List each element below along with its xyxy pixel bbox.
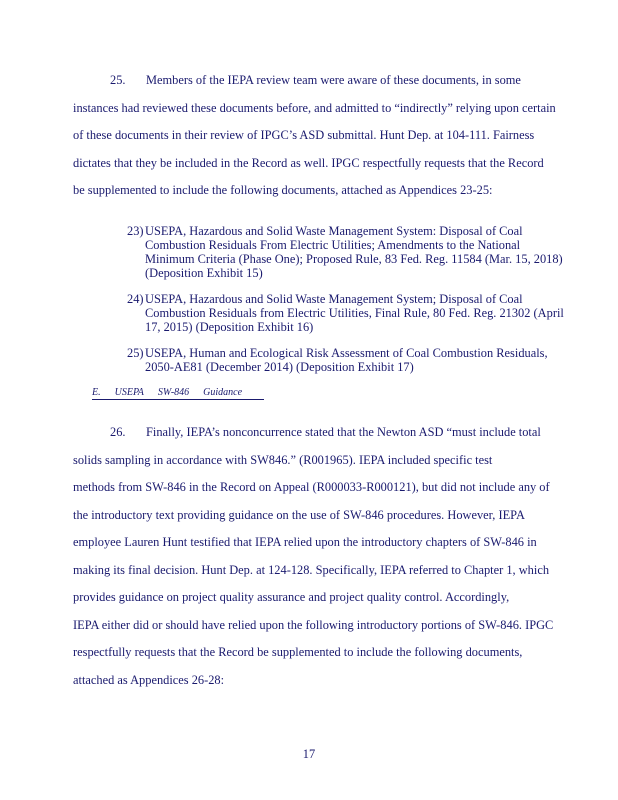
list-item-text: USEPA, Human and Ecological Risk Assessment of Coal Combustion Residuals, 2050-AE81 (December 2014) (Deposition Exhibit 17) (145, 346, 548, 374)
page-number: 17 (302, 747, 316, 761)
section-letter: E. (92, 387, 101, 398)
list-item-text: USEPA, Hazardous and Solid Waste Management System; Disposal of Coal Combustion Residuals from Electric Utilities, Final Rule, 80 Fed. Reg. 21302 (April 17, 2015) (Deposition Exhibit 16) (145, 292, 564, 334)
list-item-number: 25) (127, 346, 144, 360)
list-item-24 (127, 292, 567, 334)
para25-line2: instances had reviewed these documents before, and admitted to “indirectly” relying upon certain (73, 101, 556, 115)
para26-line3: methods from SW-846 in the Record on Appeal (R000033-R000121), but did not include any of (73, 480, 550, 494)
section-heading (92, 387, 264, 400)
para26-line2: solids sampling in accordance with SW846.” (R001965). IEPA included specific test (73, 453, 493, 467)
para25-line5: be supplemented to include the following documents, attached as Appendices 23-25: (73, 183, 493, 197)
para25-line4: dictates that they be included in the Record as well. IPGC respectfully requests that the Record (73, 156, 544, 170)
para26-line6: making its final decision. Hunt Dep. at 124-128. Specifically, IEPA referred to Chapter 1, which (73, 563, 550, 577)
para25-number: 25. (110, 73, 126, 87)
para26-line4: the introductory text providing guidance on the use of SW-846 procedures. However, IEPA (73, 508, 525, 522)
list-item-text: USEPA, Hazardous and Solid Waste Management System: Disposal of Coal Combustion Residuals From Electric Utilities; Amendments to the National Minimum Criteria (Phase One); Proposed Rule, 83 Fed. Reg. 11584 (Mar. 15, 2018) (Deposition Exhibit 15) (145, 224, 563, 280)
para26-number: 26. (110, 425, 126, 439)
para26-line10: attached as Appendices 26-28: (73, 673, 225, 687)
para25-line3: of these documents in their review of IPGC’s ASD submittal. Hunt Dep. at 104-111. Fairness (73, 128, 535, 142)
para26-line8: IEPA either did or should have relied upon the following introductory portions of SW-846. IPGC (73, 618, 554, 632)
section-word-3: Guidance (203, 387, 243, 398)
para26-line1: 26. Finally, IEPA’s nonconcurrence stated that the Newton ASD “must include total (110, 425, 541, 439)
para26-line9: respectfully requests that the Record be supplemented to include the following documents, (73, 645, 523, 659)
para26-line5: employee Lauren Hunt testified that IEPA relied upon the introductory chapters of SW-846 in (73, 535, 537, 549)
section-word-1: USEPA (114, 387, 144, 398)
para26-line7: provides guidance on project quality assurance and project quality control. Accordingly, (73, 590, 510, 604)
list-item-number: 24) (127, 292, 144, 306)
list-item-25 (127, 346, 567, 374)
list-item-number: 23) (127, 224, 144, 238)
list-item-23 (127, 224, 567, 280)
para25-line1: 25. Members of the IEPA review team were aware of these documents, in some (110, 73, 521, 87)
section-word-2: SW-846 (157, 387, 190, 398)
